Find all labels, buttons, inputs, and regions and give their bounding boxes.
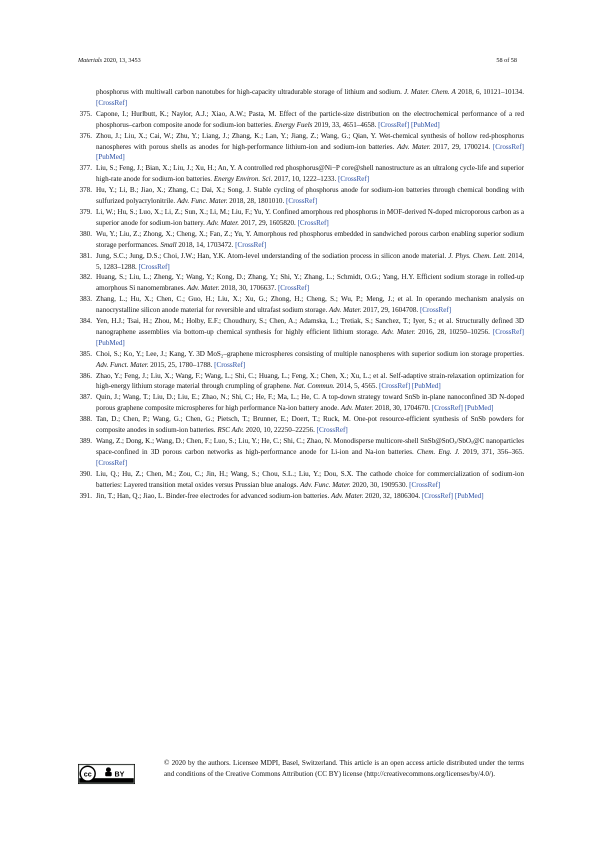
reference-journal: Adv. Mater.	[187, 284, 220, 293]
reference-text: phosphorus with multiwall carbon nanotubes for high-capacity ultradurable storage of lithium and sodium.	[96, 88, 404, 96]
reference-number: 383.	[79, 295, 92, 304]
crossref-link[interactable]: [CrossRef]	[379, 382, 411, 391]
reference-text: Jung, S.C.; Jung, D.S.; Choi, J.W.; Han, Y.K. Atom-level understanding of the sodiation process in silicon anode material.	[96, 251, 449, 260]
reference-citation: 2019, 371, 356–365.	[459, 447, 524, 456]
reference-item	[78, 87, 524, 109]
reference-journal: Nat. Commun.	[293, 382, 335, 391]
reference-journal: Energy Fuels	[274, 120, 313, 129]
reference-text: Wang, Z.; Dong, K.; Wang, D.; Chen, F.; Luo, S.; Liu, Y.; He, C.; Shi, C.; Zhao, N. Monodisperse multicore-shell SnSb@SnOₓ/SbOₓ@C nanoparticles space-confined in 3D porous carbon networks as high-performance anode for Li-ion and Na-ion batteries.	[96, 437, 524, 456]
cc-by-license-logo[interactable]	[78, 763, 135, 785]
crossref-link[interactable]: [CrossRef]	[421, 491, 454, 500]
crossref-link[interactable]: [CrossRef]	[492, 142, 525, 151]
crossref-link[interactable]: [CrossRef]	[96, 98, 128, 107]
reference-body	[96, 491, 524, 502]
reference-journal: RSC Adv.	[217, 426, 244, 435]
reference-text: Liu, Q.; Hu, Z.; Chen, M.; Zou, C.; Jin, H.; Wang, S.; Chou, S.L.; Liu, Y.; Dou, S.X. The cathode choice for commercialization of sodium-ion batteries: Layered transition metal oxides versus Prussian blue analogs.	[96, 469, 524, 489]
reference-journal: Adv. Funct. Mater.	[96, 360, 149, 369]
reference-body	[96, 207, 524, 229]
reference-item	[78, 294, 524, 316]
reference-text: Quin, J.; Wang, T.; Liu, D.; Liu, E.; Zhao, N.; Shi, C.; He, F.; Ma, L.; He, C. A top-down strategy toward SnSb in-plane nanoconfined 3D N-doped porous graphene composite microspheres for high performance Na-ion battery anode.	[96, 393, 524, 413]
reference-item	[78, 131, 524, 164]
reference-number: 384.	[79, 317, 92, 326]
reference-item	[78, 207, 524, 229]
reference-number: 377.	[79, 164, 92, 173]
reference-citation: 2016, 28, 10250–10256.	[415, 327, 493, 336]
reference-item	[78, 109, 524, 131]
journal-name: Materials	[78, 57, 103, 64]
reference-text: Wu, Y.; Liu, Z.; Zhong, X.; Cheng, X.; Fan, Z.; Yu, Y. Amorphous red phosphorus embedded in sandwiched porous carbon enabling superior sodium storage performances.	[96, 229, 524, 249]
reference-item	[78, 371, 524, 393]
reference-item	[78, 491, 524, 502]
reference-journal: Adv. Mater.	[381, 327, 416, 336]
reference-citation: 2014, 5, 4565.	[334, 382, 379, 391]
reference-citation: 2020, 30, 1909530.	[350, 480, 410, 489]
reference-citation: 2017, 29, 1604708.	[361, 306, 420, 315]
reference-number: 379.	[79, 207, 92, 216]
reference-text: Yen, H.J.; Tsai, H.; Zhou, M.; Holby, E.F.; Choudhury, S.; Chen, A.; Adamska, L.; Tretiak, S.; Sanchez, T.; Iyer, S.; et al. Structurally defined 3D nanographene assemblies via bottom-up chemical synthesis for highly efficient lithium storage.	[96, 317, 524, 336]
reference-citation: 2017, 10, 1222–1233.	[272, 175, 339, 184]
crossref-link[interactable]: [CrossRef]	[96, 458, 128, 467]
reference-text: Jin, T.; Han, Q.; Jiao, L. Binder-free electrodes for advanced sodium-ion batteries.	[96, 491, 331, 500]
reference-number: 389.	[79, 437, 92, 445]
reference-body	[96, 414, 524, 436]
reference-body	[96, 371, 524, 393]
crossref-link[interactable]: [CrossRef]	[378, 120, 410, 129]
reference-citation: 2018, 6, 10121–10134.	[455, 88, 524, 96]
by-logo-text: BY	[114, 770, 125, 779]
reference-citation: 2014, 5, 1283–1288.	[96, 251, 524, 271]
reference-number: 386.	[79, 371, 92, 380]
reference-number: 380.	[79, 229, 92, 238]
reference-journal: Energy Environ. Sci.	[213, 175, 273, 184]
reference-body	[96, 294, 524, 316]
crossref-link[interactable]: [CrossRef]	[409, 480, 441, 489]
reference-item	[78, 436, 524, 469]
journal-volume: 13	[119, 57, 126, 64]
crossref-link[interactable]: [CrossRef]	[235, 240, 267, 249]
pubmed-link[interactable]: [PubMed]	[411, 120, 440, 129]
reference-body	[96, 185, 524, 207]
reference-text: Liu, S.; Feng, J.; Bian, X.; Liu, J.; Xu, H.; An, Y. A controlled red phosphorus@Ni−P core@shell nanostructure as an ultralong cycle-life and superior high-rate anode for sodium-ion batteries.	[96, 164, 524, 184]
crossref-link[interactable]: [CrossRef]	[338, 175, 370, 184]
reference-item	[78, 251, 524, 273]
reference-number: 381.	[79, 251, 92, 260]
pubmed-link[interactable]: [PubMed]	[454, 491, 484, 500]
reference-list	[78, 87, 524, 501]
crossref-link[interactable]: [CrossRef]	[297, 218, 329, 227]
reference-body	[96, 109, 524, 131]
reference-text: Zhao, Y.; Feng, J.; Liu, X.; Wang, F.; Wang, L.; Shi, C.; Huang, L.; Feng, X.; Chen, X.; Xu, L.; et al. Self-adaptive strain-relaxation optimization for high-energy lithium storage material through crumpling of graphene.	[96, 371, 524, 391]
pubmed-link[interactable]: [PubMed]	[96, 338, 125, 347]
reference-text: Choi, S.; Ko, Y.; Lee, J.; Kang, Y. 3D MoS₂–graphene microspheres consisting of multiple nanospheres with superior sodium ion storage properties.	[96, 349, 524, 358]
reference-text: Zhou, J.; Liu, X.; Cai, W.; Zhu, Y.; Liang, J.; Zhang, K.; Lan, Y.; Jiang, Z.; Wang, G.; Qian, Y. Wet-chemical synthesis of hollow red-phosphorus nanospheres with porous shells as anodes for high-performance lithium-ion and sodium-ion batteries.	[96, 131, 524, 151]
crossref-link[interactable]: [CrossRef]	[419, 306, 452, 315]
reference-item	[78, 392, 524, 414]
reference-item	[78, 469, 524, 491]
reference-journal: J. Mater. Chem. A	[403, 88, 456, 96]
reference-body	[96, 316, 524, 349]
reference-citation: 2017, 29, 1605820.	[239, 218, 298, 227]
reference-text: Huang, S.; Liu, L.; Zheng, Y.; Wang, Y.; Kong, D.; Zhang, Y.; Shi, Y.; Zhang, L.; Schmidt, O.G.; Yang, H.Y. Efficient sodium storage in rolled-up amorphous Si nanomembranes.	[96, 273, 524, 293]
reference-number: 388.	[79, 415, 92, 424]
reference-number: 376.	[79, 131, 92, 140]
journal-year: 2020	[103, 57, 116, 64]
reference-journal: Adv. Mater.	[331, 491, 364, 500]
pubmed-link[interactable]: [PubMed]	[464, 404, 494, 413]
reference-journal: Adv. Mater.	[329, 306, 362, 315]
page-number: 58 of 58	[496, 57, 517, 64]
crossref-link[interactable]: [CrossRef]	[316, 426, 348, 435]
reference-number: 382.	[79, 273, 92, 282]
reference-body	[96, 131, 524, 164]
crossref-link[interactable]: [CrossRef]	[492, 327, 524, 336]
reference-journal: Adv. Mater.	[397, 142, 431, 151]
reference-text: Tan, D.; Chen, P.; Wang, G.; Chen, G.; Pietsch, T.; Brunner, E.; Doert, T.; Ruck, M. One-pot resource-efficient synthesis of SnSb powders for composite anodes in sodium-ion batteries.	[96, 415, 524, 435]
reference-text: Li, W.; Hu, S.; Luo, X.; Li, Z.; Sun, X.; Li, M.; Liu, F.; Yu, Y. Confined amorphous red phosphorus in MOF-derived N-doped microporous carbon as a superior anode for sodium-ion battery.	[96, 207, 524, 227]
reference-citation: 2017, 29, 1700214.	[430, 142, 493, 151]
reference-journal: Chem. Eng. J.	[416, 447, 460, 456]
reference-item	[78, 316, 524, 349]
crossref-link[interactable]: [CrossRef]	[277, 284, 310, 293]
reference-item	[78, 185, 524, 207]
reference-citation: 2018, 14, 1703472.	[176, 240, 236, 249]
cc-logo-text: cc	[83, 770, 92, 779]
reference-body	[96, 469, 524, 491]
pubmed-link[interactable]: [PubMed]	[96, 153, 125, 162]
reference-citation: 2020, 10, 22250–22256.	[243, 426, 317, 435]
reference-journal: Adv. Func. Mater.	[300, 480, 351, 489]
reference-body	[96, 163, 524, 185]
reference-journal: Adv. Func. Mater.	[176, 197, 228, 206]
reference-citation: 2020, 32, 1806304.	[363, 491, 422, 500]
reference-number: 387.	[79, 393, 92, 402]
crossref-link[interactable]: [CrossRef]	[214, 360, 246, 369]
article-number: 3453	[128, 57, 141, 64]
reference-citation: 2018, 30, 1704670.	[373, 404, 432, 413]
reference-journal: Small	[160, 240, 177, 249]
crossref-link[interactable]: [CrossRef]	[286, 197, 318, 206]
license-text: © 2020 by the authors. Licensee MDPI, Basel, Switzerland. This article is an open access article distributed under the terms and conditions of the Creative Commons Attribution (CC BY) license (http://creativecommons.org/licenses/by/4.0/).	[164, 759, 524, 778]
reference-citation: 2018, 28, 1801010.	[227, 197, 286, 206]
running-header	[78, 57, 517, 69]
reference-number: 385.	[79, 349, 92, 358]
crossref-link[interactable]: [CrossRef]	[431, 404, 463, 413]
reference-journal: J. Phys. Chem. Lett.	[448, 251, 506, 260]
reference-citation: 2019, 33, 4651–4658.	[312, 120, 379, 129]
reference-number: 391.	[79, 491, 92, 500]
reference-body	[96, 251, 524, 273]
reference-number: 375.	[79, 109, 92, 118]
reference-body	[96, 349, 524, 371]
crossref-link[interactable]: [CrossRef]	[138, 262, 170, 271]
reference-text: Zhang, L.; Hu, X.; Chen, C.; Guo, H.; Liu, X.; Xu, G.; Zhong, H.; Cheng, S.; Wu, P.; Meng, J.; et al. In operando mechanism analysis on nanocrystalline silicon anode material for reversible and ultrafast sodium storage.	[96, 295, 524, 315]
pubmed-link[interactable]: [PubMed]	[411, 382, 441, 391]
reference-body	[96, 436, 524, 469]
journal-citation: Materials 2020, 13, 3453	[78, 57, 141, 64]
reference-item	[78, 229, 524, 251]
reference-journal: Adv. Mater.	[206, 218, 240, 227]
reference-item	[78, 163, 524, 185]
reference-item	[78, 414, 524, 436]
license-block	[78, 758, 524, 802]
reference-text: Capone, I.; Hurlbutt, K.; Naylor, A.J.; Xiao, A.W.; Pasta, M. Effect of the particle-size distribution on the electrochemical performance of a red phosphorus–carbon composite anode for sodium-ion batteries.	[96, 109, 524, 129]
reference-body	[96, 87, 524, 109]
reference-body	[96, 229, 524, 251]
reference-citation: 2015, 25, 1780–1788.	[148, 360, 215, 369]
reference-journal: Adv. Mater.	[340, 404, 374, 413]
reference-item	[78, 349, 524, 371]
reference-number: 390.	[79, 469, 92, 478]
reference-number: 378.	[79, 186, 92, 195]
reference-text: Hu, Y.; Li, B.; Jiao, X.; Zhang, C.; Dai, X.; Song, J. Stable cycling of phosphorus anode for sodium-ion batteries through chemical bonding with sulfurized polyacrylonitrile.	[96, 186, 524, 206]
reference-citation: 2018, 30, 1706637.	[219, 284, 278, 293]
reference-body	[96, 272, 524, 294]
reference-item	[78, 272, 524, 294]
reference-body	[96, 392, 524, 414]
